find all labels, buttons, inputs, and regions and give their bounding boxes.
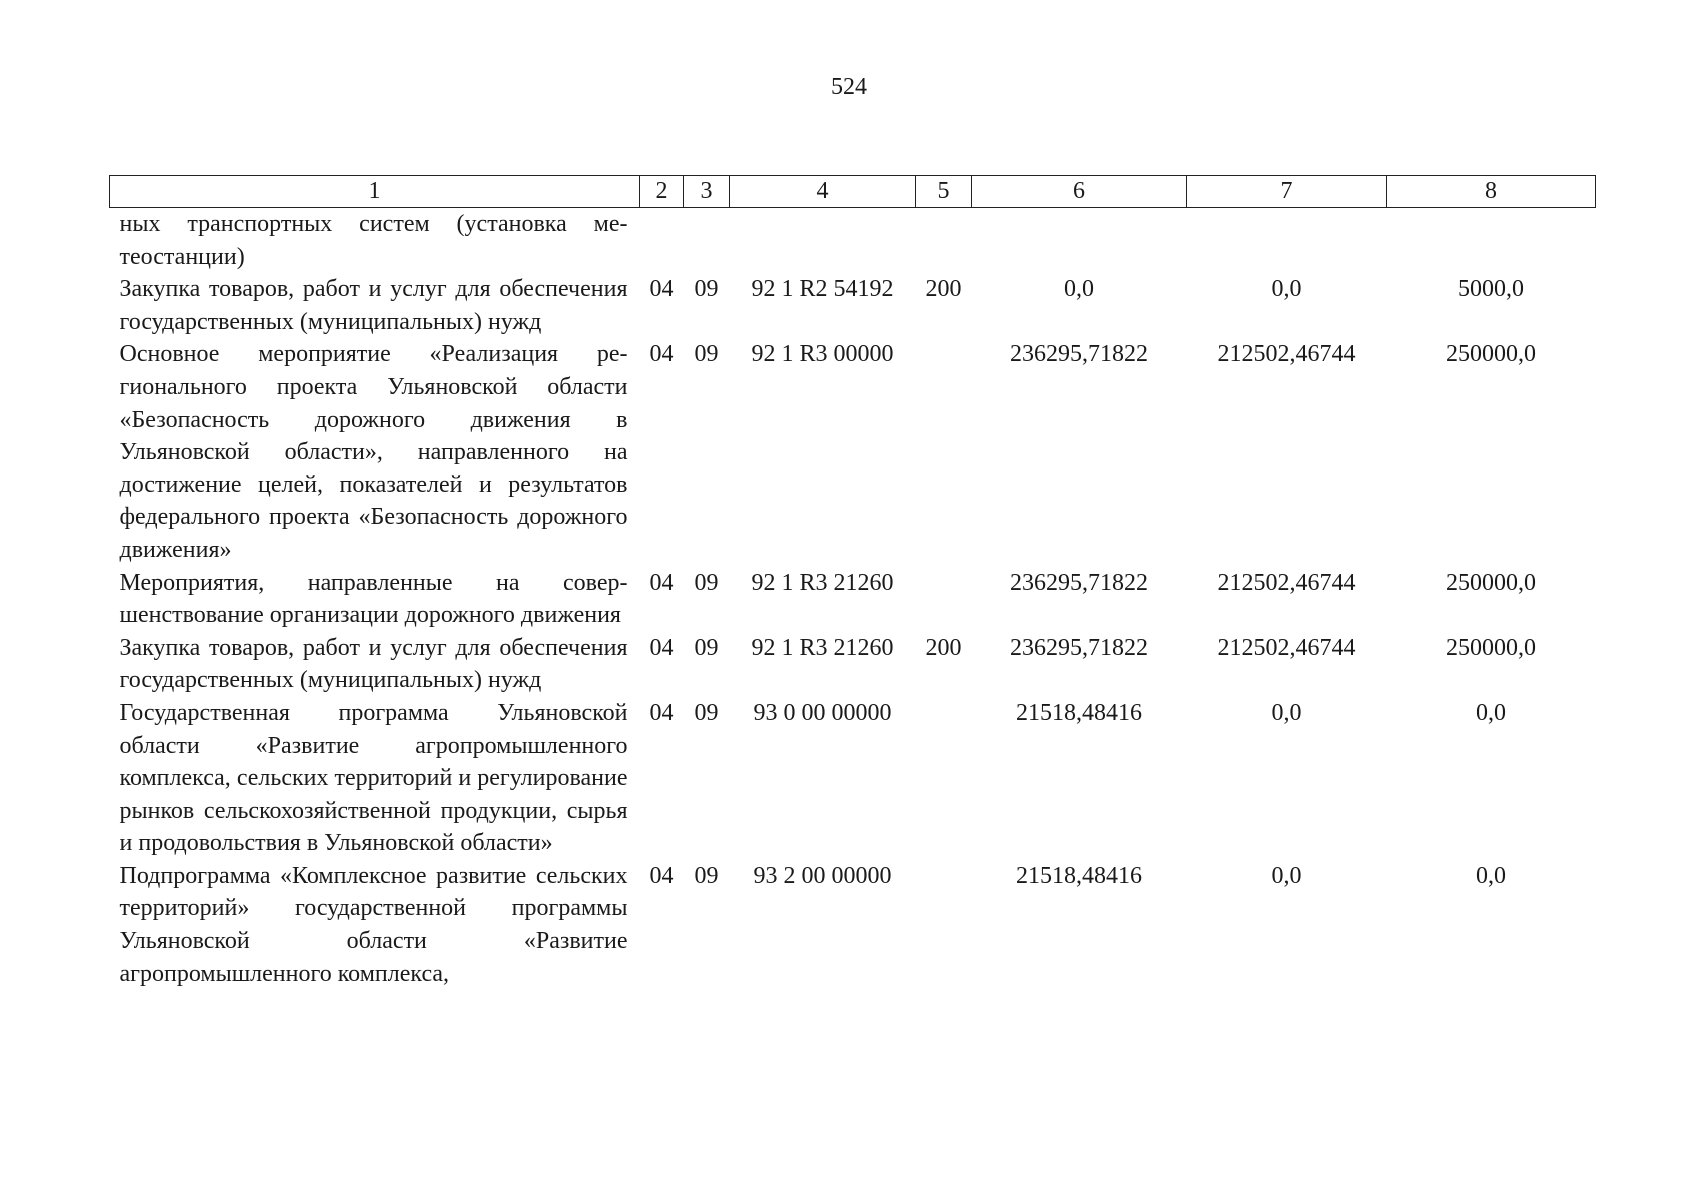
row-expense-type [916,208,972,274]
row-amount-8: 250000,0 [1446,634,1536,661]
row-amount-8: 250000,0 [1446,569,1536,596]
row-amount-7: 0,0 [1271,699,1302,726]
header-col-5: 5 [916,176,972,208]
row-amount-7 [1187,208,1387,274]
row-name: Основное мероприятие «Реализация регионального проекта Ульяновской области «Безопасность дорожного движения в Ульяновской области», направленного на достижение целей, показателей и результатов федерального проекта «Безопасность дорожного движения» [119,341,628,563]
row-amount-6 [972,208,1187,274]
row-expense-type [916,567,972,632]
header-col-2: 2 [640,176,684,208]
budget-table-container [109,175,1595,990]
row-target-code: 92 1 R2 54192 [751,276,894,303]
row-target-code: 92 1 R3 00000 [751,341,894,368]
row-section: 04 [649,634,674,661]
row-amount-6: 236295,71822 [1010,634,1148,661]
row-target-code: 93 2 00 00000 [753,862,892,889]
row-expense-type [916,697,972,860]
row-amount-6: 21518,48416 [1016,699,1142,726]
row-section: 04 [649,699,674,726]
row-amount-7: 212502,46744 [1217,569,1356,596]
table-row [110,338,1596,566]
row-expense-type: 200 [925,634,962,661]
row-name: Государственная программа Ульяновской области «Развитие агропромышленного комплекса, сельских территорий и регулирование рынков сельскохозяйственной продукции, сырья и продовольствия в Ульяновской области» [119,699,628,857]
table-row [110,208,1596,274]
row-section: 04 [649,276,674,303]
row-subsection: 09 [694,341,719,368]
row-target-code: 92 1 R3 21260 [751,634,894,661]
header-col-4: 4 [730,176,916,208]
row-name: ных транспортных систем (установка метеостанции) [119,211,628,270]
row-subsection [684,208,730,274]
row-amount-6: 236295,71822 [1010,569,1148,596]
page-number: 524 [831,74,867,100]
header-col-3: 3 [684,176,730,208]
budget-table [109,175,1596,990]
row-section: 04 [649,341,674,368]
row-name: Закупка товаров, работ и услуг для обеспечения государственных (муниципальных) нужд [119,276,628,335]
row-amount-8: 5000,0 [1458,276,1524,303]
row-amount-8 [1387,208,1596,274]
row-target-code: 92 1 R3 21260 [751,569,894,596]
table-row [110,567,1596,632]
row-amount-7: 212502,46744 [1217,634,1356,661]
row-subsection: 09 [694,862,719,889]
row-section: 04 [649,569,674,596]
row-amount-7: 0,0 [1271,276,1302,303]
header-col-6: 6 [972,176,1187,208]
row-amount-6: 0,0 [1064,276,1094,303]
row-subsection: 09 [694,634,719,661]
table-header [110,176,1596,208]
row-section [640,208,684,274]
row-amount-8: 0,0 [1476,862,1506,889]
row-name: Закупка товаров, работ и услуг для обеспечения государственных (муниципальных) нужд [119,634,628,694]
table-row [110,860,1596,990]
row-expense-type [916,338,972,566]
row-subsection: 09 [694,276,719,303]
row-amount-6: 236295,71822 [1010,341,1148,368]
row-section: 04 [649,862,674,889]
row-subsection: 09 [694,569,719,596]
header-col-1: 1 [110,176,640,208]
row-amount-8: 250000,0 [1446,341,1536,368]
row-name: Подпрограмма «Комплексное развитие сельских территорий» государственной программы Ульяновской области «Развитие агропромышленного комплекса, [119,862,628,987]
header-row [110,176,1596,208]
row-name: Мероприятия, направленные на совершенствование организации дорожного движения [119,569,628,629]
row-amount-6: 21518,48416 [1016,862,1142,889]
table-body [110,208,1596,991]
row-expense-type [916,860,972,990]
row-target-code: 93 0 00 00000 [753,699,892,726]
row-amount-8: 0,0 [1476,699,1506,726]
header-col-8: 8 [1387,176,1596,208]
row-subsection: 09 [694,699,719,726]
row-expense-type: 200 [925,276,962,303]
table-row [110,632,1596,697]
row-amount-7: 0,0 [1271,862,1302,889]
header-col-7: 7 [1187,176,1387,208]
row-amount-7: 212502,46744 [1217,341,1356,368]
row-target-code [730,208,916,274]
table-row [110,697,1596,860]
table-row [110,273,1596,338]
